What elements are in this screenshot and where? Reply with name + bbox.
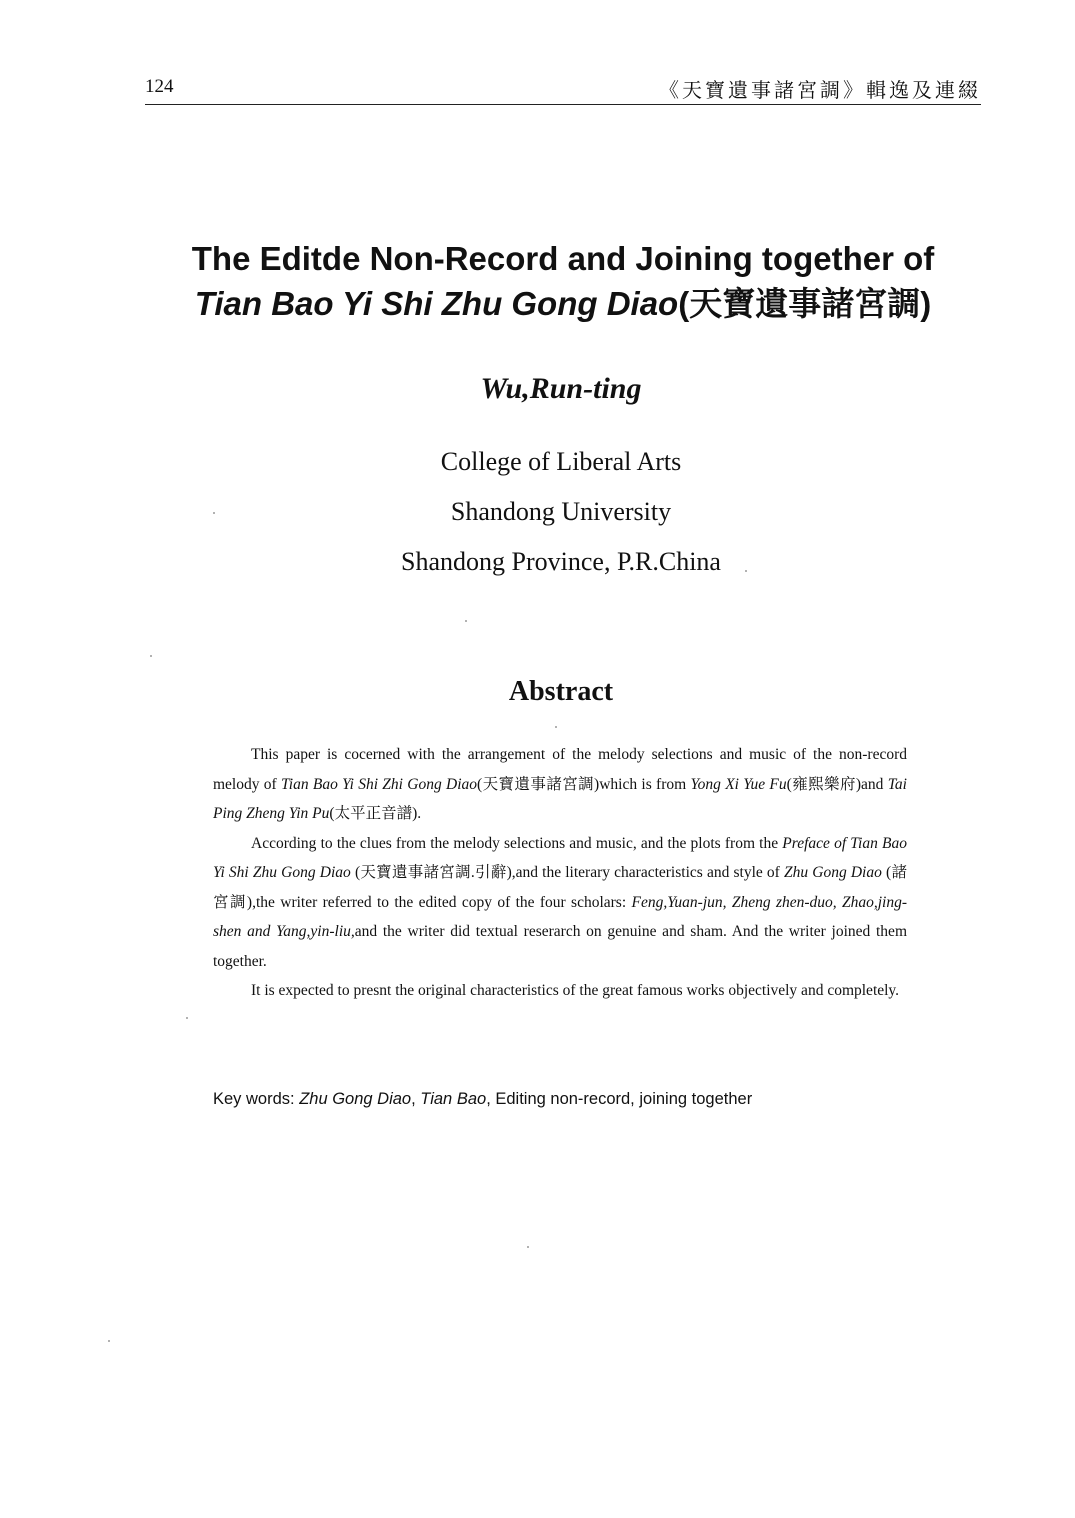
abstract-text: This paper is cocerned with the arrangement of the melody selections and music of the non-record melody of bbox=[213, 746, 907, 793]
abstract-body bbox=[213, 740, 907, 1006]
keywords bbox=[213, 1090, 752, 1109]
keyword-separator: , bbox=[411, 1090, 421, 1108]
scan-speck bbox=[150, 655, 152, 657]
title-chinese-part: (天寶遺事諸宮調) bbox=[678, 285, 932, 322]
header-rule bbox=[145, 104, 981, 105]
title-italic-part: Tian Bao Yi Shi Zhu Gong Diao bbox=[194, 285, 679, 322]
abstract-italic-names: Feng,Yuan-jun, Zheng zhen-duo, Zhao,jing-shen and Yang,yin-liu, bbox=[213, 893, 908, 940]
abstract-italic-title: Preface of Tian Bao Yi Shi Zhu Gong Diao bbox=[213, 834, 908, 881]
abstract-italic-title: Zhu Gong Diao bbox=[783, 864, 882, 881]
abstract-paragraph-2 bbox=[213, 829, 907, 977]
abstract-text: (天寶遺事諸宮調)which is from bbox=[477, 775, 691, 793]
abstract-text: (天寶遺事諸宮調.引辭),and the literary characteristics and style of bbox=[350, 864, 784, 881]
scan-speck bbox=[186, 1017, 188, 1019]
scan-speck bbox=[555, 726, 557, 728]
abstract-italic-title: Tian Bao Yi Shi Zhi Gong Diao bbox=[281, 775, 478, 793]
title-line-1: The Editde Non-Record and Joining together of bbox=[191, 240, 935, 277]
affiliation-college: College of Liberal Arts bbox=[440, 447, 682, 476]
scan-speck bbox=[745, 570, 747, 572]
page-number: 124 bbox=[145, 76, 174, 97]
scan-speck bbox=[465, 620, 467, 622]
running-head: 《天寶遺事諸宮調》輯逸及連綴 bbox=[659, 80, 981, 102]
keywords-label: Key words: bbox=[213, 1090, 300, 1108]
abstract-paragraph-3: It is expected to presnt the original characteristics of the great famous works objectively and completely. bbox=[251, 982, 900, 999]
abstract-text: and the writer did textual reserarch on genuine and sham. And the writer joined them together. bbox=[213, 923, 907, 970]
abstract-text: (太平正音譜). bbox=[329, 805, 422, 822]
keyword-2: Tian Bao bbox=[420, 1090, 487, 1108]
scan-speck bbox=[527, 1246, 529, 1248]
paper-title bbox=[100, 236, 1026, 326]
abstract-italic-title: Tai Ping Zheng Yin Pu bbox=[213, 775, 907, 822]
scan-speck bbox=[108, 1340, 110, 1342]
keyword-1: Zhu Gong Diao bbox=[299, 1090, 412, 1108]
abstract-italic-title: Yong Xi Yue Fu bbox=[690, 775, 787, 793]
abstract-paragraph-1 bbox=[213, 740, 907, 829]
scan-speck bbox=[213, 512, 215, 514]
affiliation-location: Shandong Province, P.R.China bbox=[401, 547, 721, 576]
abstract-heading: Abstract bbox=[508, 676, 614, 707]
page-header bbox=[145, 72, 981, 106]
abstract-text: (諸宮調),the writer referred to the edited copy of the four scholars: bbox=[213, 864, 907, 911]
keywords-rest: , Editing non-record, joining together bbox=[486, 1090, 753, 1108]
abstract-text: (雍熙樂府)and bbox=[786, 775, 888, 793]
affiliation-university: Shandong University bbox=[450, 497, 672, 526]
title-line-2 bbox=[100, 281, 1026, 326]
author-name: Wu,Run-ting bbox=[480, 372, 642, 405]
abstract-text: According to the clues from the melody selections and music, and the plots from the bbox=[251, 834, 783, 852]
